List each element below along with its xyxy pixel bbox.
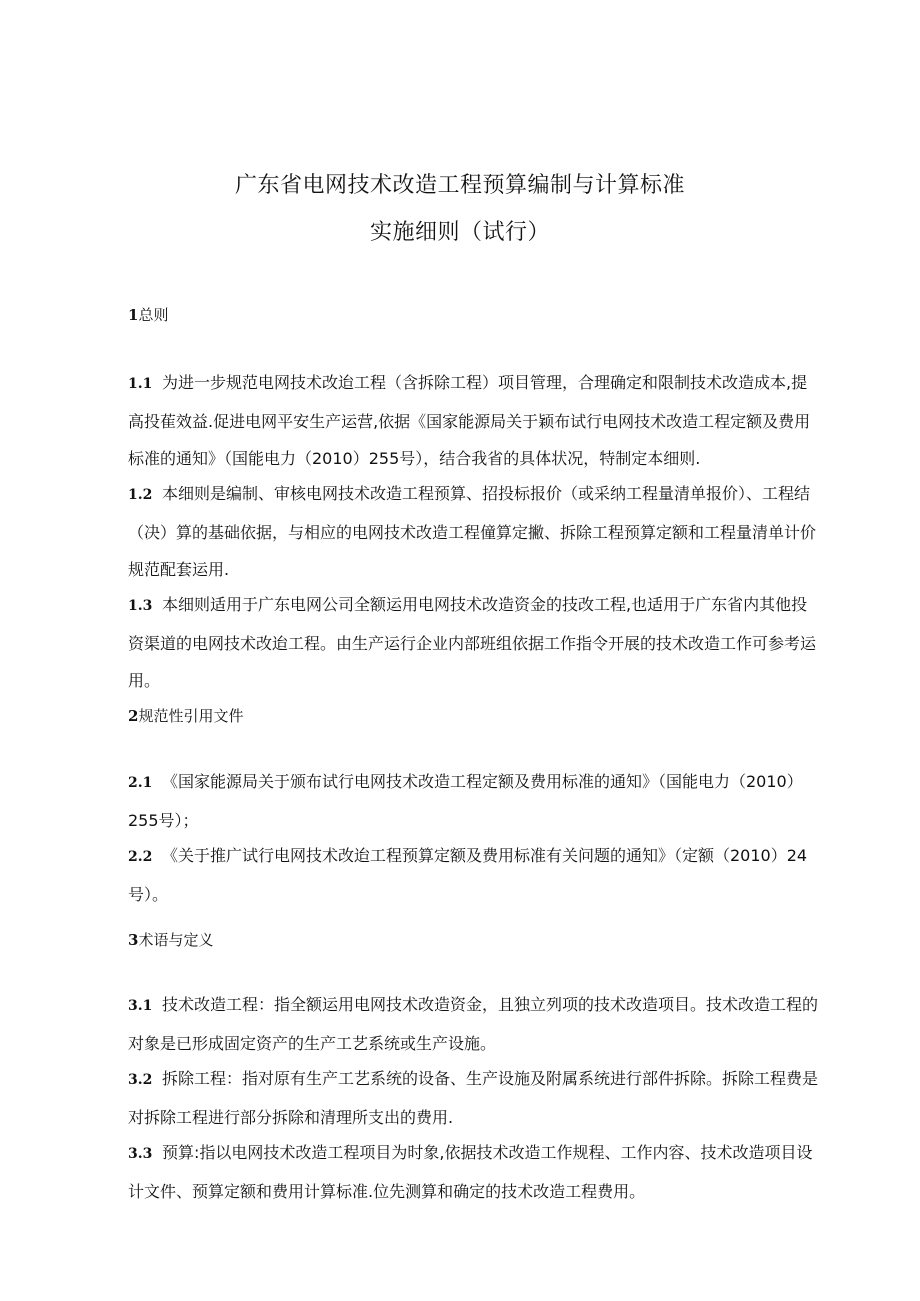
section-number: 3 xyxy=(128,931,139,949)
clause-text: 《国家能源局关于颁布试行电网技术改造工程定额及费用标准的通知》（国能电力（2010）255号）； xyxy=(128,772,803,830)
clause-number: 1.1 xyxy=(128,376,153,392)
clause-number: 3.2 xyxy=(128,1072,153,1088)
clause-text: 本细则适用于广东电网公司全额运用电网技术改造资金的技改工程,也适用于广东省内其他投资渠道的电网技术改迨工程。由生产运行企业内部班组依据工作指令开展的技术改造工作可参考运用。 xyxy=(128,595,817,690)
clause-3-2 xyxy=(128,1060,818,1136)
clause-1-2 xyxy=(128,475,818,588)
clause-text: 预算:指以电网技术改造工程项目为时象,依据技术改造工作规程、工作内容、技术改造项目设计文件、预算定额和费用计算标准.位先测算和确定的技术改造工程费用。 xyxy=(128,1143,813,1201)
clause-text: 技术改造工程：指全额运用电网技术改造资金，且独立列项的技术改造项目。技术改造工程的对象是已形成固定资产的生产工艺系统或生产设施。 xyxy=(128,995,819,1053)
clause-number: 3.3 xyxy=(128,1146,153,1162)
clause-text: 《关于推广试行电网技术改迨工程预算定额及费用标准有关问题的通知》（定额（2010）24号）。 xyxy=(128,846,808,904)
clause-number: 3.1 xyxy=(128,998,153,1014)
section-heading-2 xyxy=(128,705,243,726)
document-title-line2: 实施细则（试行） xyxy=(369,220,550,245)
clause-number: 1.3 xyxy=(128,598,153,614)
clause-number: 2.2 xyxy=(128,849,153,865)
clause-number: 2.1 xyxy=(128,775,153,791)
section-heading-3 xyxy=(128,929,213,950)
clause-3-3 xyxy=(128,1134,818,1210)
section-title: 总则 xyxy=(138,306,169,324)
clause-2-2 xyxy=(128,837,818,913)
document-title-line1: 广东省电网技术改造工程预算编制与计算标准 xyxy=(234,173,685,198)
section-heading-1 xyxy=(128,304,168,325)
clause-text: 为进一步规范电网技术改迨工程（含拆除工程）项目管理，合理确定和限制技术改造成本,提高投萑效益.促进电网平安生产运营,依据《国家能源局关于颖布试行电网技术改造工程定额及费用标准的通知》（国能电力（2010）255号），结合我省的具体状况，特制定本细则. xyxy=(128,373,811,468)
clause-text: 本细则是编制、审核电网技术改造工程预算、招投标报价（或采纳工程量清单报价）、工程结（决）算的基础依据，与相应的电网技术改造工程僮算定撇、拆除工程预算定额和工程量清单计价规范配套运用. xyxy=(128,484,817,579)
clause-number: 1.2 xyxy=(128,487,153,503)
section-number: 2 xyxy=(128,707,139,725)
section-number: 1 xyxy=(128,306,139,324)
clause-3-1 xyxy=(128,986,818,1062)
section-title: 规范性引用文件 xyxy=(138,707,244,725)
clause-text: 拆除工程：指对原有生产工艺系统的设备、生产设施及附属系统进行部件拆除。拆除工程费是对拆除工程进行部分拆除和清理所支出的费用. xyxy=(128,1069,819,1127)
clause-1-1 xyxy=(128,364,818,477)
section-title: 术语与定义 xyxy=(138,931,214,949)
clause-1-3 xyxy=(128,586,818,699)
clause-2-1 xyxy=(128,763,818,839)
